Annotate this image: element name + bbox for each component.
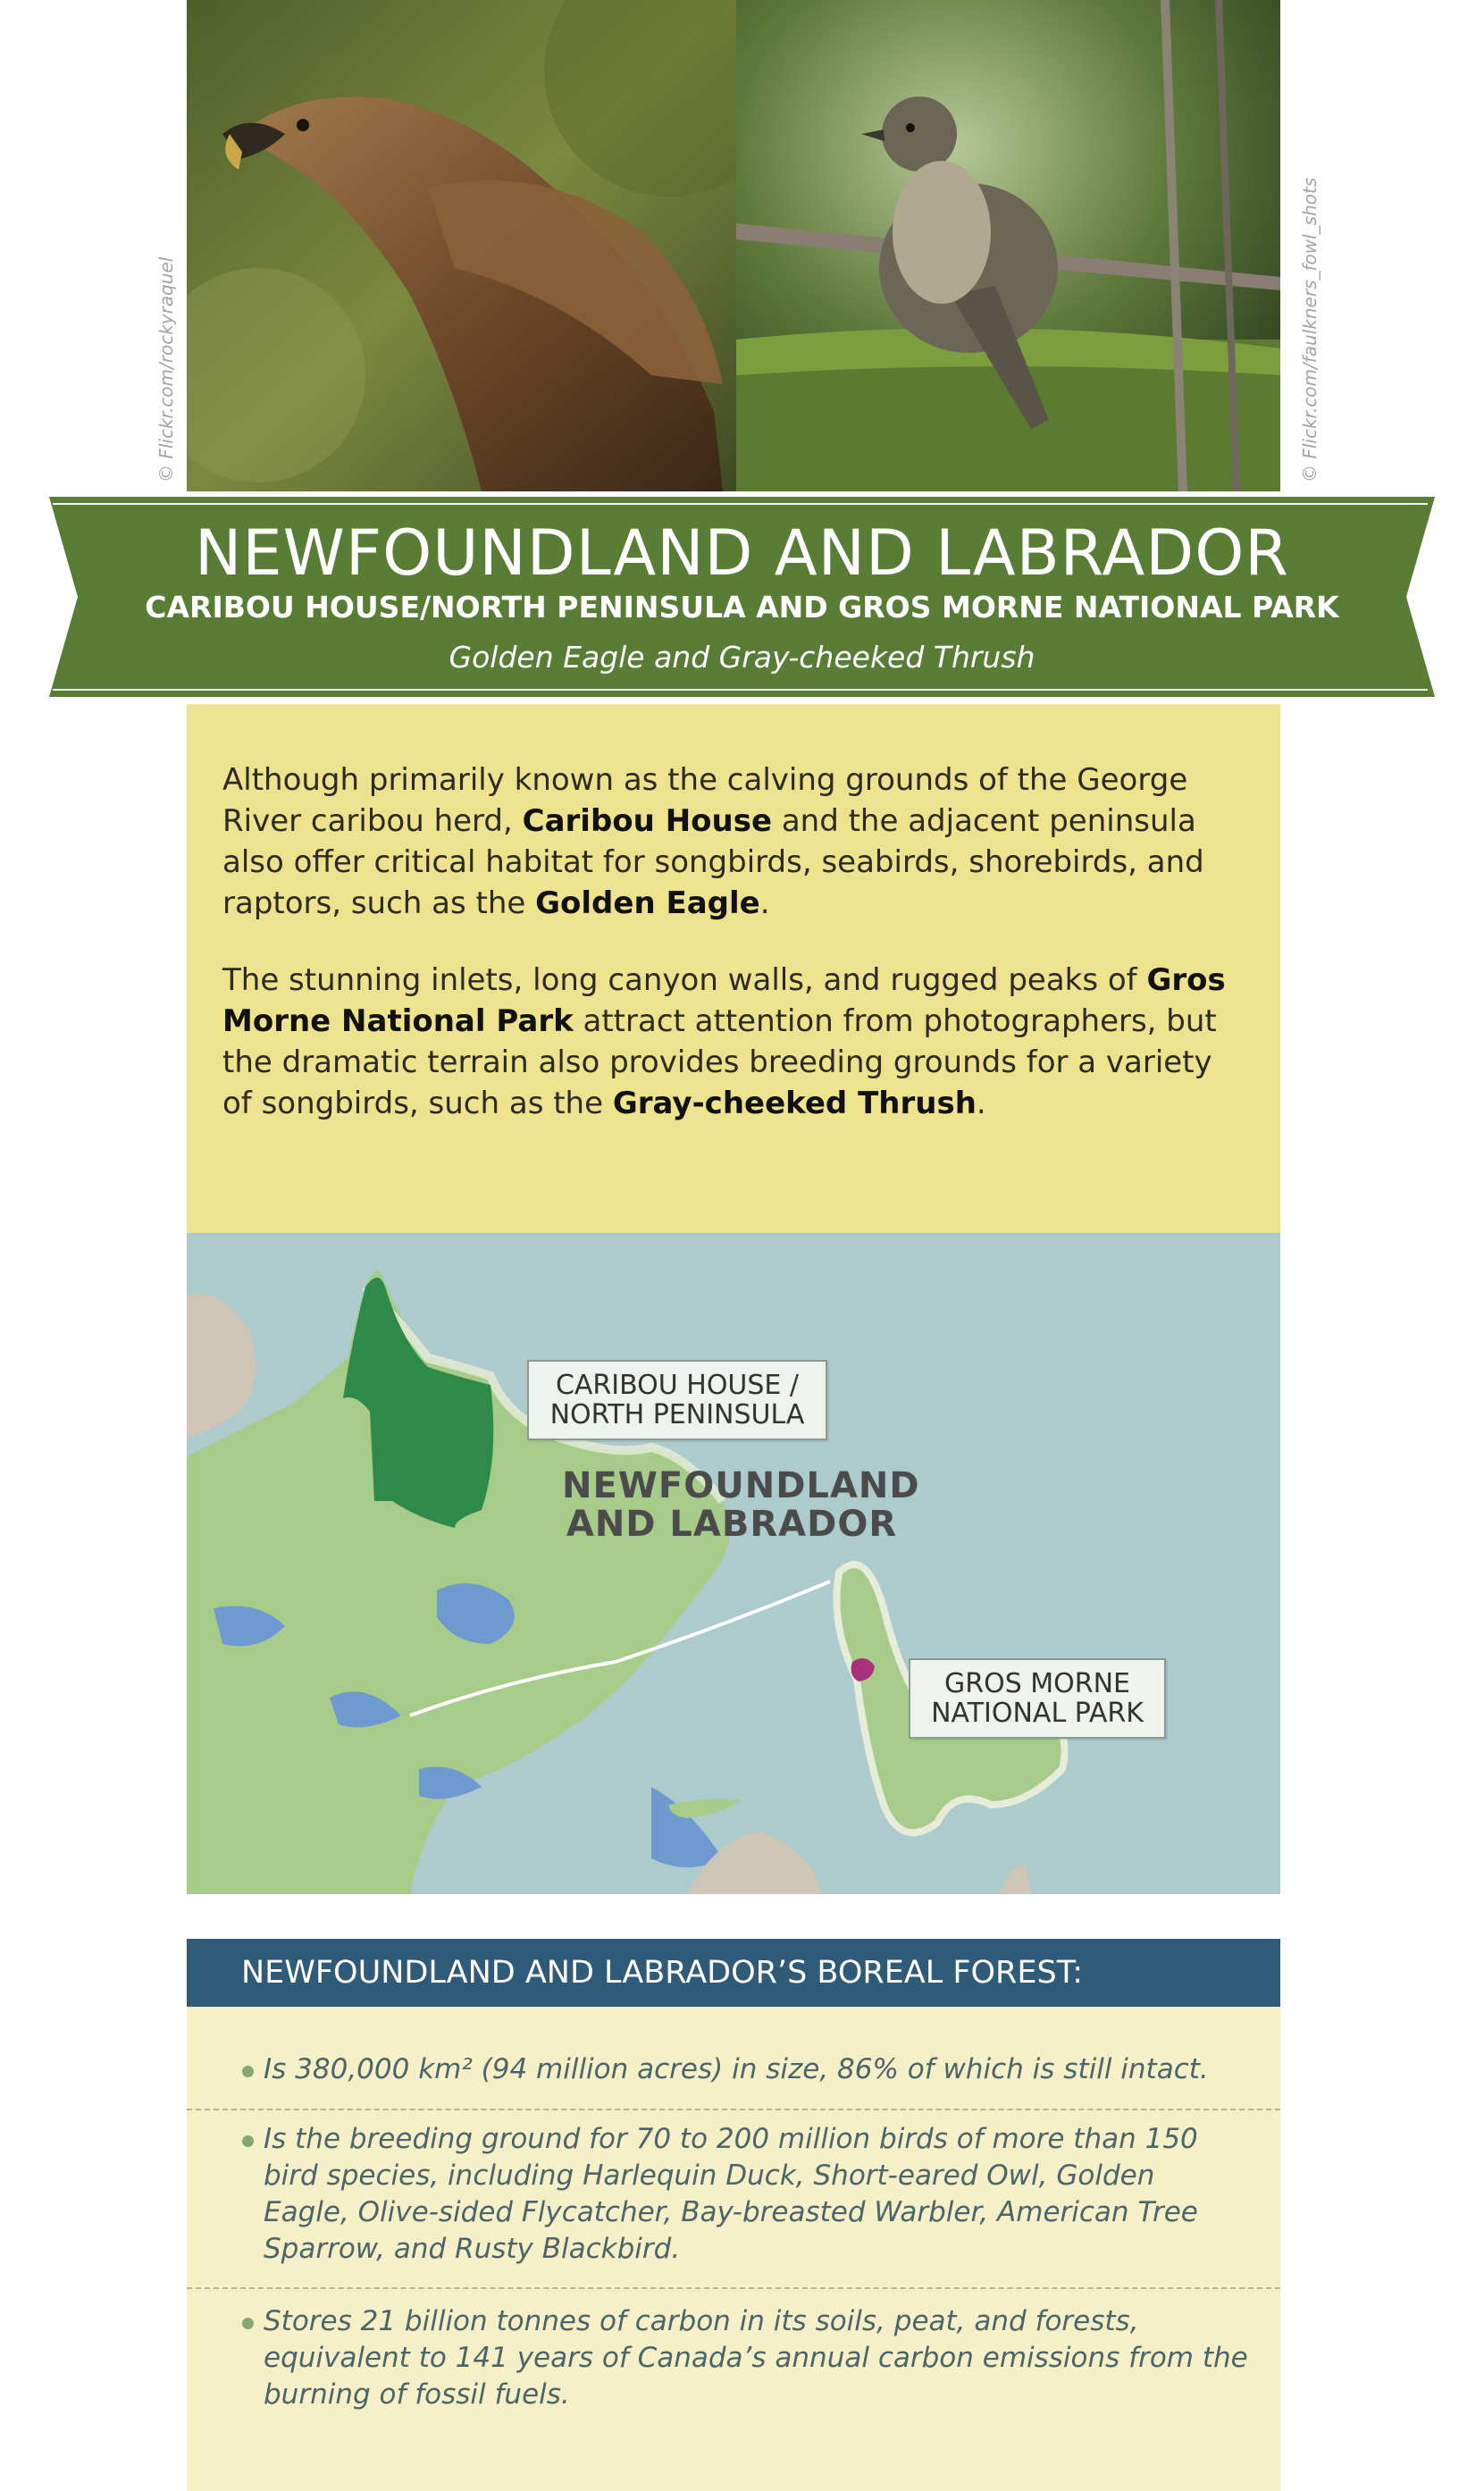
description-block [187, 704, 1280, 1233]
fact-text: Is 380,000 km² (94 million acres) in size, 86% of which is still intact. [264, 2053, 1209, 2085]
callout-gros-line2: NATIONAL PARK [931, 1698, 1144, 1729]
callout-caribou-house [527, 1360, 827, 1440]
highlight-gros-morne: Gros Morne National Park [222, 962, 1226, 1039]
banner-title: NEWFOUNDLAND AND LABRADOR [195, 516, 1289, 590]
facts-list [187, 2007, 1280, 2491]
callout-gros-morne [909, 1658, 1166, 1739]
bullet-icon [242, 2318, 254, 2329]
gray-cheeked-thrush-photo [736, 0, 1280, 491]
divider [187, 2287, 1280, 2289]
paragraph-text: . [759, 885, 770, 921]
callout-caribou-line2: NORTH PENINSULA [549, 1399, 805, 1430]
banner-subtitle: CARIBOU HOUSE/NORTH PENINSULA AND GROS MORNE NATIONAL PARK [145, 590, 1339, 625]
banner-featured-birds: Golden Eagle and Gray-cheeked Thrush [449, 640, 1035, 675]
bullet-icon [242, 2135, 254, 2147]
fact-item [187, 2303, 1280, 2413]
highlight-golden-eagle: Golden Eagle [535, 885, 760, 921]
callout-gros-line1: GROS MORNE [943, 1668, 1131, 1699]
fact-text: Is the breeding ground for 70 to 200 million birds of more than 150 bird species, including Harlequin Duck, Short-eared Owl, Golden Eagle, Olive-sided Flycatcher, Bay-breasted Warbler, American Tree Sparrow, and Rusty Blackbird. [264, 2123, 1198, 2265]
facts-header: NEWFOUNDLAND AND LABRADOR’S BOREAL FOREST: [187, 1939, 1280, 2007]
paragraph-text: Although primarily known as the calving grounds of the George River caribou herd, [222, 762, 1188, 839]
region-label-line2: AND LABRADOR [566, 1504, 898, 1545]
region-map [187, 1233, 1280, 1894]
title-banner [0, 490, 1484, 704]
paragraph-gros-morne [222, 960, 1250, 1124]
map-region-label [562, 1465, 920, 1545]
divider [187, 2109, 1280, 2110]
bullet-icon [242, 2066, 254, 2077]
golden-eagle-photo [187, 0, 736, 491]
paragraph-text: . [976, 1086, 986, 1121]
callout-caribou-line1: CARIBOU HOUSE / [555, 1370, 800, 1401]
paragraph-text: The stunning inlets, long canyon walls, and rugged peaks of [222, 962, 1147, 998]
region-label-line1: NEWFOUNDLAND [562, 1465, 920, 1506]
paragraph-caribou-house [222, 759, 1250, 924]
fact-item [187, 2051, 1280, 2088]
fact-text: Stores 21 billion tonnes of carbon in its soils, peat, and forests, equivalent to 141 years of Canada’s annual carbon emissions from the burning of fossil fuels. [264, 2305, 1248, 2411]
highlight-caribou-house: Caribou House [522, 803, 773, 839]
fact-item [187, 2121, 1280, 2268]
paragraph-text: and the adjacent peninsula also offer critical habitat for songbirds, seabirds, shorebirds, and raptors, such as the [222, 803, 1204, 921]
paragraph-text: attract attention from photographers, but the dramatic terrain also provides breeding grounds for a variety of songbirds, such as the [222, 1003, 1217, 1121]
photo-credit-right: © Flickr.com/faulkners_fowl_shots [1299, 177, 1321, 482]
highlight-gray-cheeked-thrush: Gray-cheeked Thrush [612, 1086, 977, 1121]
photo-credit-left: © Flickr.com/rockyraquel [155, 256, 177, 482]
